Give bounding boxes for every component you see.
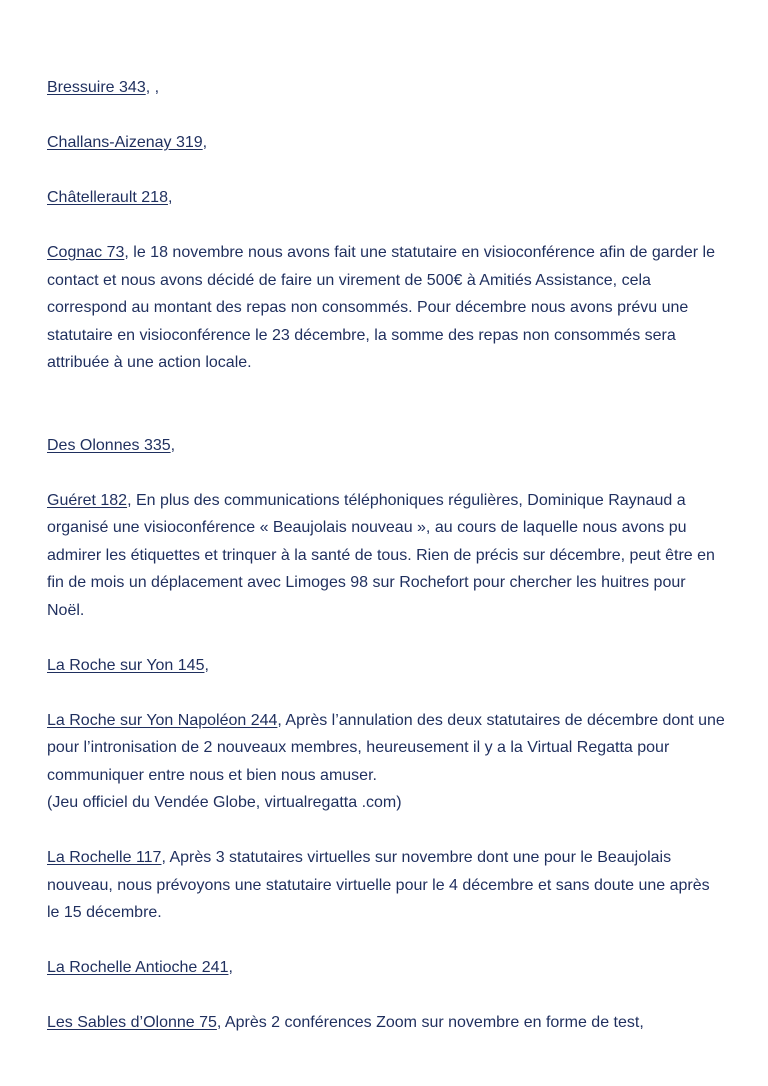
entry-text: , En plus des communications téléphoniques régulières, Dominique Raynaud a organisé une visioconférence « Beaujolais nouveau », au cours de laquelle nous avons pu admirer les étiquettes et trinquer à la santé de tous. Rien de précis sur décembre, peut être en fin de mois un déplacement avec Limoges 98 sur Rochefort pour chercher les huitres pour Noël. [47,491,720,619]
club-link-la-roche-sur-yon[interactable]: La Roche sur Yon 145 [47,656,205,674]
entry-text: , [204,656,209,674]
entry-chatellerault [47,184,726,212]
entry-text: , Après 3 statutaires virtuelles sur novembre dont une pour le Beaujolais nouveau, nous prévoyons une statutaire virtuelle pour le 4 décembre et sans doute une après le 15 décembre. [47,849,715,921]
club-link-les-sables-d-olonne[interactable]: Les Sables d’Olonne 75 [47,1014,217,1031]
entry-text: , , [145,79,160,96]
entry-text: , [228,959,233,976]
entry-text: , le 18 novembre nous avons fait une statutaire en visioconférence afin de garder le contact et nous avons décidé de faire un virement de 500€ à Amitiés Assistance, cela correspond au montant des repas non consommés. Pour décembre nous avons prévu une statutaire en visioconférence le 23 décembre, la somme des repas non consommés sera attribuée à une action locale. [47,244,720,371]
entry-des-olonnes [47,432,726,460]
entry-text: , [170,436,176,454]
club-link-chatellerault[interactable]: Châtellerault 218 [47,189,168,206]
entry-text: , Après 2 conférences Zoom sur novembre en forme de test, [216,1014,644,1031]
club-link-gueret[interactable]: Guéret 182 [47,491,128,509]
entry-la-rochelle-antioche [47,954,726,982]
entry-note: (Jeu officiel du Vendée Globe, virtualregatta .com) [47,794,402,811]
entry-la-rochelle [47,844,726,927]
club-link-des-olonnes[interactable]: Des Olonnes 335 [47,436,171,454]
entry-challans-aizenay [47,129,726,157]
club-link-la-rochelle[interactable]: La Rochelle 117 [47,849,162,866]
entry-la-roche-sur-yon [47,652,726,680]
club-link-challans-aizenay[interactable]: Challans-Aizenay 319 [47,134,203,151]
entry-text: , [202,134,208,151]
entry-bressuire [47,74,726,102]
club-link-la-rochelle-antioche[interactable]: La Rochelle Antioche 241 [47,959,229,976]
club-link-bressuire[interactable]: Bressuire 343 [47,79,146,96]
entry-cognac [47,239,726,377]
entry-gueret [47,487,726,625]
club-link-cognac[interactable]: Cognac 73 [47,244,125,261]
club-link-la-roche-sur-yon-napoleon[interactable]: La Roche sur Yon Napoléon 244 [47,711,278,729]
entry-les-sables-d-olonne [47,1009,726,1037]
entry-text: , Après l’annulation des deux statutaires de décembre dont une pour l’intronisation de 2 nouveaux membres, heureusement il y a la Virtual Regatta pour communiquer entre nous et bien nous amuser. [47,711,730,784]
entry-text: , [167,189,173,206]
entry-la-roche-sur-yon-napoleon [47,707,730,817]
